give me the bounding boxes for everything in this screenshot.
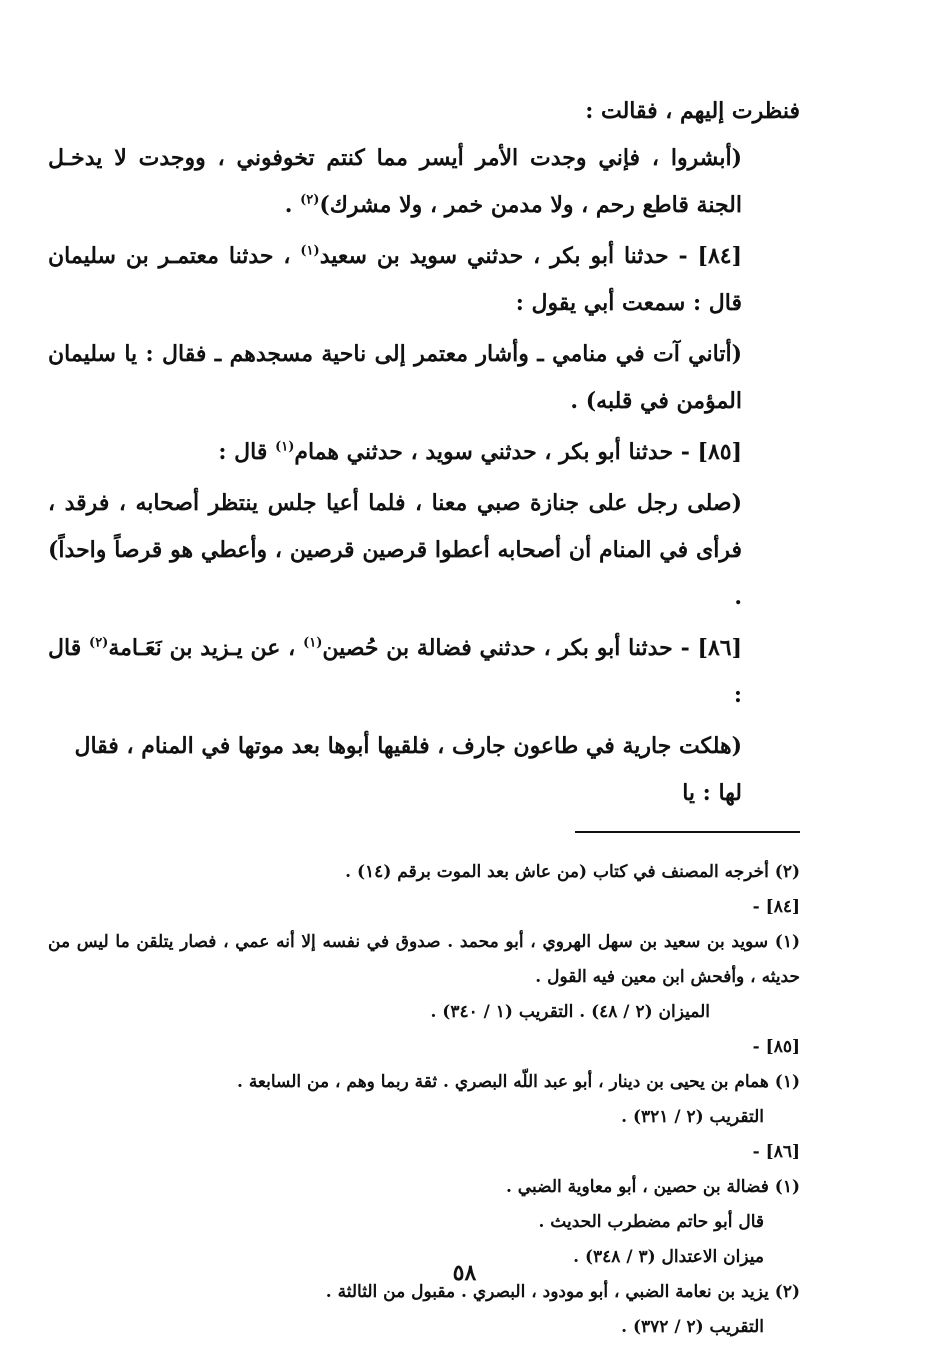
main-text — [48, 88, 800, 817]
footnote-ref: (٢) — [89, 635, 109, 651]
footnote-section-84: [٨٤] - — [752, 897, 800, 917]
narration-paragraph-86: (هلكت جارية في طاعون جارف ، فلقيها أبوها بعد موتها في المنام ، فقال لها : يا — [74, 733, 742, 806]
footnote-ref: (١) — [303, 635, 323, 651]
page-body — [48, 88, 800, 1345]
footnote-source: التقريب (٢ / ٣٢١) . — [621, 1107, 764, 1127]
intro-line: فنظرت إليهم ، فقالت : — [585, 98, 800, 124]
page-number: ٥٨ — [452, 1260, 477, 1286]
footnote-item: (٢) أخرجه المصنف في كتاب (من عاش بعد الموت برقم (١٤) . — [345, 862, 800, 882]
footnote-source: ميزان الاعتدال (٣ / ٣٤٨) . — [573, 1247, 764, 1267]
narration-paragraph-85: (صلى رجل على جنازة صبي معنا ، فلما أعيا جلس ينتظر أصحابه ، فرقد ، فرأى في المنام أن أصحابه أعطوا قرصين قرصين ، وأعطي هو قرصاً واحداً) . — [48, 490, 742, 610]
footnote-item: (١) فضالة بن حصين ، أبو معاوية الضبي . — [505, 1177, 800, 1197]
narration-paragraph-83: (أبشروا ، فإني وجدت الأمر أيسر مما كنتم تخوفوني ، ووجدت لا يدخـل الجنة قاطع رحم ، ولا مدمن خمر ، ولا مشرك)$^{(٢)}$ . — [48, 145, 742, 218]
hadith-number: [٨٤] - — [678, 243, 742, 269]
footnote-text: قال أبو حاتم مضطرب الحديث . — [538, 1212, 764, 1232]
hadith-number: [٨٥] - — [680, 439, 742, 465]
footnote-item: (١) همام بن يحيى بن دينار ، أبو عبد اللّه البصري . ثقة ربما وهم ، من السابعة . — [236, 1072, 800, 1092]
footnote-item: (١) سويد بن سعيد بن سهل الهروي ، أبو محمد . صدوق في نفسه إلا أنه عمي ، فصار يتلقن ما ليس من حديثه ، وأفحش ابن معين فيه القول . — [48, 932, 800, 987]
hadith-header-85: [٨٥] - حدثنا أبو بكر ، حدثني سويد ، حدثني همام$^{(١)}$ قال : — [218, 439, 742, 465]
footnote-ref: (١) — [275, 439, 295, 455]
footnote-source: التقريب (٢ / ٣٧٢) . — [621, 1317, 764, 1337]
hadith-header-84: [٨٤] - حدثنا أبو بكر ، حدثني سويد بن سعيد$^{(١)}$ ، حدثنا معتمـر بن سليمان قال : سمعت أبي يقول : — [48, 243, 742, 316]
footnote-ref: (١) — [300, 243, 320, 259]
footnote-divider — [575, 831, 800, 833]
footnote-ref: (٢) — [300, 192, 320, 208]
hadith-header-86: [٨٦] - حدثنا أبو بكر ، حدثني فضالة بن حُصين$^{(١)}$ ، عن يـزيد بن نَعَـامة$^{(٢)}$ قال : — [48, 635, 742, 708]
narration-paragraph-84: (أتاني آت في منامي ـ وأشار معتمر إلى ناحية مسجدهم ـ فقال : يا سليمان المؤمن في قلبه) . — [48, 341, 742, 414]
footnote-item: (٢) يزيد بن نعامة الضبي ، أبو مودود ، البصري . مقبول من الثالثة . — [325, 1282, 800, 1302]
hadith-number: [٨٦] - — [680, 635, 742, 661]
footnote-section-85: [٨٥] - — [752, 1037, 800, 1057]
footnote-section-86: [٨٦] - — [752, 1142, 800, 1162]
footnote-source: الميزان (٢ / ٤٨) . التقريب (١ / ٣٤٠) . — [430, 1002, 710, 1022]
